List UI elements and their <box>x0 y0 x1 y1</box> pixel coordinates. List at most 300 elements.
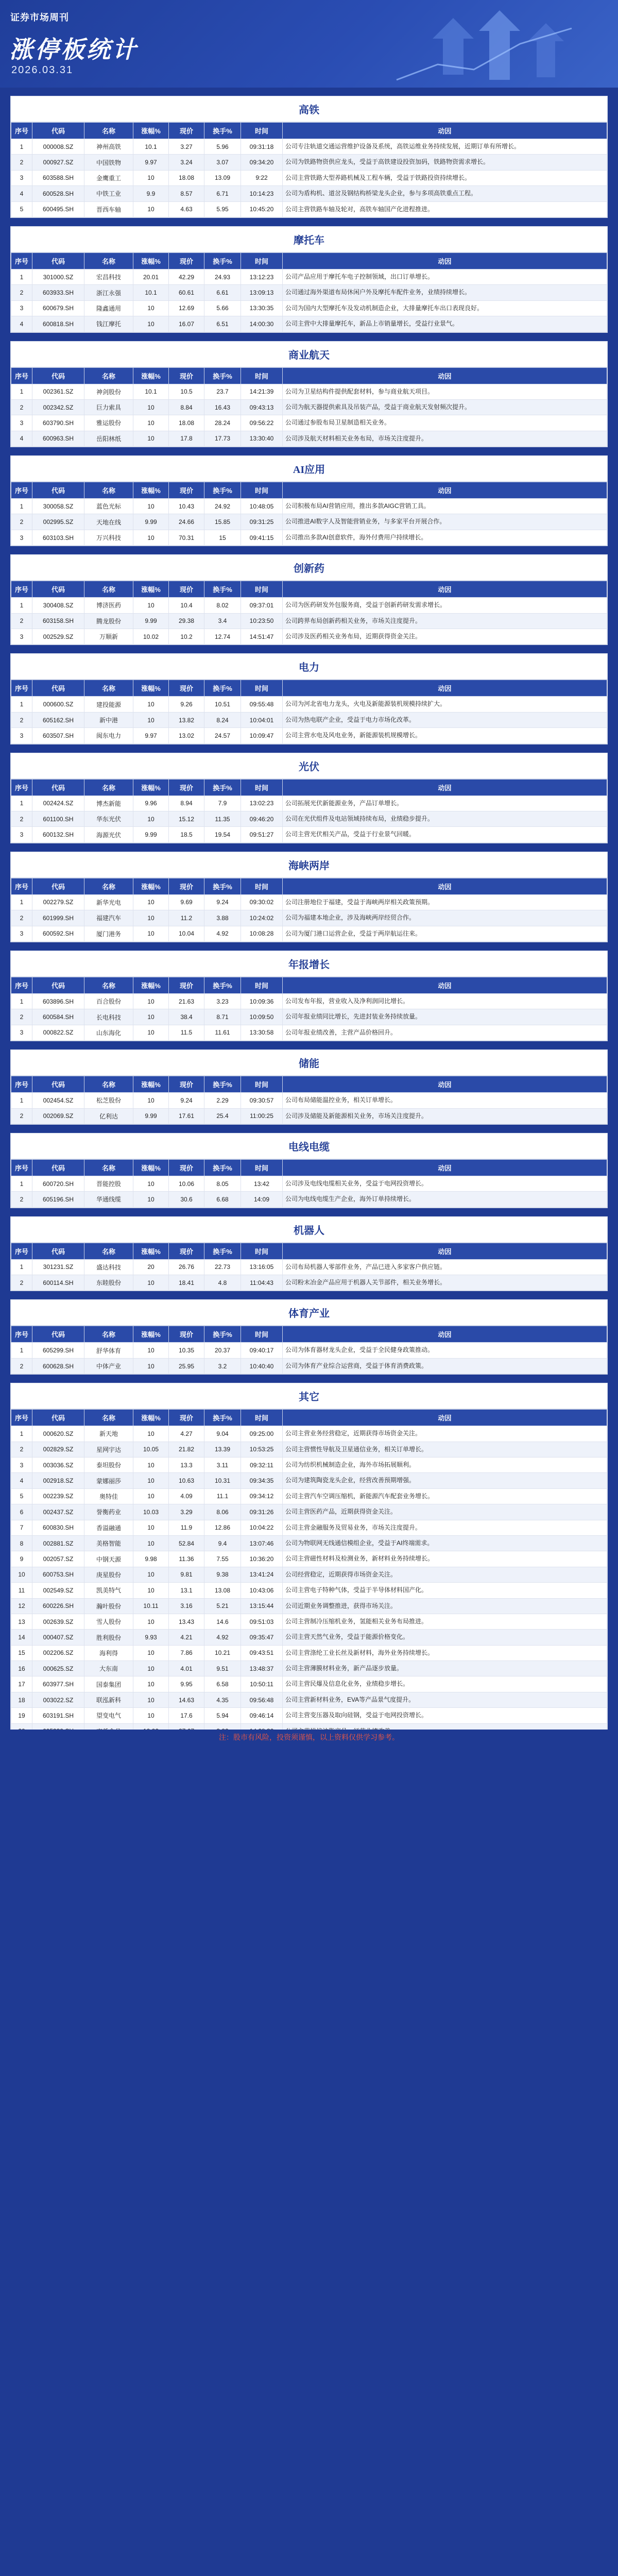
cell-reason: 公司布局储能温控业务，相关订单增长。 <box>283 1093 607 1108</box>
cell-name: 万顺新 <box>84 629 133 645</box>
cell-turnover-pct: 14.6 <box>204 1614 241 1629</box>
cell-turnover-pct: 6.71 <box>204 186 241 201</box>
cell-price: 10.06 <box>169 1176 204 1191</box>
cell-time: 09:40:17 <box>241 1343 283 1358</box>
cell-change-pct: 10 <box>133 1488 169 1504</box>
column-header-index: 序号 <box>11 878 32 894</box>
sector-title: 商业航天 <box>11 342 607 367</box>
cell-turnover-pct: 8.05 <box>204 1176 241 1191</box>
column-header-turnover-pct: 换手% <box>204 581 241 598</box>
cell-index: 19 <box>11 1708 32 1723</box>
cell-code: 000822.SZ <box>32 1025 84 1040</box>
cell-time: 09:55:48 <box>241 697 283 712</box>
cell-name: 厦门港务 <box>84 926 133 941</box>
column-header-turnover-pct: 换手% <box>204 680 241 697</box>
cell-index: 2 <box>11 514 32 530</box>
cell-change-pct: 10 <box>133 1473 169 1488</box>
column-header-reason: 动因 <box>283 367 607 384</box>
cell-name: 华东光伏 <box>84 811 133 826</box>
cell-price: 29.38 <box>169 613 204 629</box>
cell-turnover-pct: 6.58 <box>204 1676 241 1692</box>
cell-price: 3.24 <box>169 155 204 170</box>
cell-turnover-pct: 12.86 <box>204 1520 241 1535</box>
cell-change-pct: 9.99 <box>133 613 169 629</box>
column-header-name: 名称 <box>84 1076 133 1093</box>
cell-change-pct: 9.99 <box>133 827 169 842</box>
column-header-reason: 动因 <box>283 977 607 993</box>
cell-code: 000927.SZ <box>32 155 84 170</box>
cell-change-pct: 10 <box>133 1692 169 1707</box>
table-row <box>11 300 607 316</box>
cell-change-pct: 10 <box>133 1025 169 1040</box>
table-row <box>11 431 607 446</box>
column-header-reason: 动因 <box>283 779 607 795</box>
cell-index: 4 <box>11 316 32 332</box>
limit-up-table <box>11 482 607 546</box>
cell-name: 瀚叶股份 <box>84 1598 133 1614</box>
cell-name: 博济医药 <box>84 598 133 613</box>
cell-reason: 公司主营民爆及信息化业务，业绩稳步增长。 <box>283 1676 607 1692</box>
table-row <box>11 201 607 217</box>
cell-name: 盛达科技 <box>84 1259 133 1275</box>
column-header-change-pct: 涨幅% <box>133 581 169 598</box>
cell-code: 600679.SH <box>32 300 84 316</box>
cell-reason: 公司为物联网无线通信模组企业，受益于AI终端需求。 <box>283 1535 607 1551</box>
cell-code: 002279.SZ <box>32 894 84 910</box>
column-header-change-pct: 涨幅% <box>133 878 169 894</box>
column-header-change-pct: 涨幅% <box>133 123 169 139</box>
table-row <box>11 316 607 332</box>
cell-name: 蒙娜丽莎 <box>84 1473 133 1488</box>
table-row <box>11 530 607 545</box>
cell-code: 300408.SZ <box>32 598 84 613</box>
cell-time: 10:45:20 <box>241 201 283 217</box>
cell-price: 13.1 <box>169 1583 204 1598</box>
cell-turnover-pct: 5.66 <box>204 300 241 316</box>
cell-time: 09:46:14 <box>241 1708 283 1723</box>
column-header-turnover-pct: 换手% <box>204 1410 241 1426</box>
cell-price: 3.29 <box>169 1504 204 1520</box>
cell-code: 002057.SZ <box>32 1551 84 1567</box>
cell-index: 3 <box>11 300 32 316</box>
table-row <box>11 1598 607 1614</box>
cell-reason: 公司主营光伏相关产品，受益于行业景气回暖。 <box>283 827 607 842</box>
table-row <box>11 1583 607 1598</box>
cell-code: 002995.SZ <box>32 514 84 530</box>
cell-reason: 公司主营制冷压缩机业务，氢能相关业务布局推进。 <box>283 1614 607 1629</box>
cell-reason: 公司主营惯性导航及卫星通信业务，相关订单增长。 <box>283 1442 607 1457</box>
cell-price: 13.3 <box>169 1458 204 1473</box>
cell-turnover-pct: 23.7 <box>204 384 241 399</box>
cell-change-pct: 10 <box>133 712 169 727</box>
cell-price: 4.09 <box>169 1488 204 1504</box>
cell-name: 亿利达 <box>84 1108 133 1124</box>
cell-code: 603977.SH <box>32 1676 84 1692</box>
cell-code: 300058.SZ <box>32 499 84 514</box>
column-header-time: 时间 <box>241 367 283 384</box>
cell-reason: 公司通过海外渠道布局休闲户外及摩托车配件业务，业绩持续增长。 <box>283 285 607 300</box>
cell-price: 15.12 <box>169 811 204 826</box>
cell-change-pct: 10 <box>133 1708 169 1723</box>
cell-code: 605162.SH <box>32 712 84 727</box>
column-header-name: 名称 <box>84 1410 133 1426</box>
cell-time: 09:25:00 <box>241 1426 283 1442</box>
limit-up-table <box>11 1243 607 1291</box>
cell-code: 002529.SZ <box>32 629 84 645</box>
cell-time: 10:09:36 <box>241 993 283 1009</box>
cell-time: 13:15:44 <box>241 1598 283 1614</box>
cell-time: 09:34:35 <box>241 1473 283 1488</box>
cell-price: 13.02 <box>169 728 204 743</box>
cell-code: 301231.SZ <box>32 1259 84 1275</box>
cell-index: 1 <box>11 993 32 1009</box>
column-header-name: 名称 <box>84 252 133 269</box>
cell-turnover-pct: 10.31 <box>204 1473 241 1488</box>
column-header-price: 现价 <box>169 581 204 598</box>
cell-price: 9.69 <box>169 894 204 910</box>
sector-section <box>10 1049 608 1125</box>
cell-name: 宏昌科技 <box>84 269 133 284</box>
cell-time: 14:00:30 <box>241 316 283 332</box>
cell-index: 16 <box>11 1661 32 1676</box>
cell-price: 10.43 <box>169 499 204 514</box>
table-row <box>11 1520 607 1535</box>
cell-price: 8.57 <box>169 186 204 201</box>
column-header-turnover-pct: 换手% <box>204 779 241 795</box>
cell-price: 9.81 <box>169 1567 204 1582</box>
cell-reason: 公司通过参股布局卫星制造相关业务。 <box>283 415 607 431</box>
cell-price: 24.66 <box>169 514 204 530</box>
cell-code: 002881.SZ <box>32 1535 84 1551</box>
cell-change-pct: 10.1 <box>133 384 169 399</box>
cell-change-pct: 10 <box>133 1520 169 1535</box>
cell-code: 603588.SH <box>32 170 84 185</box>
cell-change-pct: 9.97 <box>133 728 169 743</box>
cell-name: 神州高铁 <box>84 139 133 155</box>
cell-change-pct: 10 <box>133 399 169 415</box>
cell-turnover-pct: 10.21 <box>204 1645 241 1660</box>
column-header-turnover-pct: 换手% <box>204 1159 241 1176</box>
cell-reason: 公司主营磁性材料及检测业务，新材料业务持续增长。 <box>283 1551 607 1567</box>
limit-up-table <box>11 1159 607 1208</box>
cell-code: 000620.SZ <box>32 1426 84 1442</box>
cell-turnover-pct: 24.57 <box>204 728 241 743</box>
cell-name: 万兴科技 <box>84 530 133 545</box>
sector-title: 电线电缆 <box>11 1133 607 1159</box>
cell-change-pct: 10 <box>133 499 169 514</box>
table-row <box>11 728 607 743</box>
cell-price: 70.31 <box>169 530 204 545</box>
column-header-turnover-pct: 换手% <box>204 123 241 139</box>
cell-index: 1 <box>11 598 32 613</box>
column-header-time: 时间 <box>241 1076 283 1093</box>
table-row <box>11 1535 607 1551</box>
column-header-name: 名称 <box>84 367 133 384</box>
table-row <box>11 1192 607 1207</box>
cell-price: 9.24 <box>169 1093 204 1108</box>
cell-name: 奥特佳 <box>84 1488 133 1504</box>
cell-name: 隆鑫通用 <box>84 300 133 316</box>
cell-turnover-pct: 4.92 <box>204 1630 241 1645</box>
cell-name: 闽东电力 <box>84 728 133 743</box>
cell-name: 钱江摩托 <box>84 316 133 332</box>
cell-change-pct: 10 <box>133 1275 169 1291</box>
cell-turnover-pct: 4.8 <box>204 1275 241 1291</box>
column-header-change-pct: 涨幅% <box>133 252 169 269</box>
cell-turnover-pct: 19.54 <box>204 827 241 842</box>
sector-title: 其它 <box>11 1383 607 1409</box>
cell-index: 13 <box>11 1614 32 1629</box>
table-row <box>11 1676 607 1692</box>
cell-code: 002342.SZ <box>32 399 84 415</box>
cell-price: 10.63 <box>169 1473 204 1488</box>
cell-turnover-pct: 3.2 <box>204 1358 241 1374</box>
cell-time: 10:36:20 <box>241 1551 283 1567</box>
cell-turnover-pct: 4.92 <box>204 926 241 941</box>
sector-section <box>10 653 608 744</box>
column-header-name: 名称 <box>84 779 133 795</box>
column-header-code: 代码 <box>32 252 84 269</box>
cell-price: 38.4 <box>169 1009 204 1025</box>
cell-turnover-pct: 10.51 <box>204 697 241 712</box>
table-row <box>11 1259 607 1275</box>
cell-price: 13.82 <box>169 712 204 727</box>
cell-name: 中钢天源 <box>84 1551 133 1567</box>
cell-time: 13:16:05 <box>241 1259 283 1275</box>
cell-code: 002069.SZ <box>32 1108 84 1124</box>
cell-change-pct: 10 <box>133 1535 169 1551</box>
cell-change-pct: 10.11 <box>133 1598 169 1614</box>
sector-section <box>10 753 608 843</box>
cell-change-pct: 10 <box>133 1458 169 1473</box>
cell-turnover-pct: 24.92 <box>204 499 241 514</box>
table-row <box>11 629 607 645</box>
sector-section <box>10 1133 608 1208</box>
cell-price: 11.2 <box>169 910 204 926</box>
table-row <box>11 811 607 826</box>
cell-code: 600528.SH <box>32 186 84 201</box>
cell-price: 4.63 <box>169 201 204 217</box>
column-header-index: 序号 <box>11 482 32 499</box>
column-header-name: 名称 <box>84 123 133 139</box>
cell-turnover-pct: 5.95 <box>204 201 241 217</box>
cell-price: 3.27 <box>169 139 204 155</box>
column-header-reason: 动因 <box>283 680 607 697</box>
column-header-time: 时间 <box>241 1326 283 1343</box>
column-header-name: 名称 <box>84 1159 133 1176</box>
cell-index: 2 <box>11 155 32 170</box>
cell-name: 新天地 <box>84 1426 133 1442</box>
column-header-name: 名称 <box>84 680 133 697</box>
cell-price: 4.01 <box>169 1661 204 1676</box>
cell-turnover-pct: 24.93 <box>204 269 241 284</box>
cell-reason: 公司为铁路物资供应龙头，受益于高铁建设投资加码，铁路物资需求增长。 <box>283 155 607 170</box>
cell-reason: 公司为盾构机、道岔及钢结构桥梁龙头企业，参与多项高铁重点工程。 <box>283 186 607 201</box>
cell-turnover-pct: 3.11 <box>204 1458 241 1473</box>
cell-turnover-pct: 2.29 <box>204 1093 241 1108</box>
cell-turnover-pct: 9.38 <box>204 1567 241 1582</box>
table-row <box>11 910 607 926</box>
column-header-code: 代码 <box>32 581 84 598</box>
cell-time: 11:00:25 <box>241 1108 283 1124</box>
cell-name: 百合股份 <box>84 993 133 1009</box>
column-header-name: 名称 <box>84 878 133 894</box>
cell-name: 山东海化 <box>84 1025 133 1040</box>
cell-time: 13:30:35 <box>241 300 283 316</box>
column-header-reason: 动因 <box>283 1326 607 1343</box>
cell-code: 600818.SH <box>32 316 84 332</box>
cell-index: 1 <box>11 1093 32 1108</box>
cell-change-pct: 10 <box>133 1426 169 1442</box>
rising-arrows-icon <box>391 8 577 85</box>
cell-index: 15 <box>11 1645 32 1660</box>
cell-turnover-pct: 5.21 <box>204 1598 241 1614</box>
cell-code: 002454.SZ <box>32 1093 84 1108</box>
column-header-price: 现价 <box>169 367 204 384</box>
cell-index: 1 <box>11 697 32 712</box>
table-row <box>11 415 607 431</box>
cell-code: 600132.SH <box>32 827 84 842</box>
cell-name: 中国铁物 <box>84 155 133 170</box>
cell-index: 3 <box>11 415 32 431</box>
page-date: 2026.03.31 <box>11 64 74 76</box>
column-header-index: 序号 <box>11 977 32 993</box>
cell-reason: 公司为国内大型摩托车及发动机制造企业，大排量摩托车出口表现良好。 <box>283 300 607 316</box>
column-header-price: 现价 <box>169 1159 204 1176</box>
limit-up-table <box>11 367 607 447</box>
sector-title: 机器人 <box>11 1217 607 1243</box>
cell-reason: 公司为航天器提供索具及吊装产品，受益于商业航天发射频次提升。 <box>283 399 607 415</box>
column-header-time: 时间 <box>241 1243 283 1259</box>
cell-time: 13:42 <box>241 1176 283 1191</box>
cell-name: 国泰集团 <box>84 1676 133 1692</box>
table-row <box>11 155 607 170</box>
cell-turnover-pct: 6.61 <box>204 285 241 300</box>
cell-code: 000600.SZ <box>32 697 84 712</box>
cell-turnover-pct: 12.74 <box>204 629 241 645</box>
cell-price: 10.35 <box>169 1343 204 1358</box>
cell-name: 望变电气 <box>84 1708 133 1723</box>
cell-change-pct: 9.9 <box>133 186 169 201</box>
limit-up-table <box>11 977 607 1041</box>
cell-name: 雪人股份 <box>84 1614 133 1629</box>
cell-price: 60.61 <box>169 285 204 300</box>
column-header-code: 代码 <box>32 1243 84 1259</box>
cell-code: 600830.SH <box>32 1520 84 1535</box>
cell-time: 10:04:01 <box>241 712 283 727</box>
cell-time: 09:46:20 <box>241 811 283 826</box>
column-header-price: 现价 <box>169 680 204 697</box>
cell-name: 星网宇达 <box>84 1442 133 1457</box>
cell-time: 10:09:50 <box>241 1009 283 1025</box>
cell-time: 14:09 <box>241 1192 283 1207</box>
cell-code: 603507.SH <box>32 728 84 743</box>
cell-index: 4 <box>11 1473 32 1488</box>
cell-change-pct: 10 <box>133 1614 169 1629</box>
table-row <box>11 514 607 530</box>
cell-name: 凯美特气 <box>84 1583 133 1598</box>
table-row <box>11 1551 607 1567</box>
cell-time: 13:30:58 <box>241 1025 283 1040</box>
cell-code: 000625.SZ <box>32 1661 84 1676</box>
cell-reason: 公司经营稳定，近期获得市场资金关注。 <box>283 1567 607 1582</box>
cell-index: 1 <box>11 795 32 811</box>
cell-turnover-pct: 8.71 <box>204 1009 241 1025</box>
column-header-reason: 动因 <box>283 581 607 598</box>
cell-index: 3 <box>11 629 32 645</box>
cell-index: 3 <box>11 728 32 743</box>
column-header-time: 时间 <box>241 1159 283 1176</box>
column-header-index: 序号 <box>11 367 32 384</box>
sector-title: 高铁 <box>11 96 607 122</box>
cell-reason: 公司主营业务经营稳定，近期获得市场资金关注。 <box>283 1426 607 1442</box>
column-header-name: 名称 <box>84 581 133 598</box>
column-header-name: 名称 <box>84 1243 133 1259</box>
cell-name: 新中港 <box>84 712 133 727</box>
cell-name: 长电科技 <box>84 1009 133 1025</box>
column-header-name: 名称 <box>84 1326 133 1343</box>
column-header-code: 代码 <box>32 1076 84 1093</box>
cell-name: 华通线缆 <box>84 1192 133 1207</box>
cell-name: 晋能控股 <box>84 1176 133 1191</box>
cell-change-pct: 20.01 <box>133 269 169 284</box>
cell-time: 13:12:23 <box>241 269 283 284</box>
cell-turnover-pct: 28.24 <box>204 415 241 431</box>
column-header-time: 时间 <box>241 680 283 697</box>
cell-turnover-pct: 11.61 <box>204 1025 241 1040</box>
cell-time: 09:34:20 <box>241 155 283 170</box>
table-row <box>11 1473 607 1488</box>
column-header-index: 序号 <box>11 1159 32 1176</box>
table-row <box>11 1692 607 1707</box>
cell-change-pct: 9.99 <box>133 1108 169 1124</box>
cell-index: 1 <box>11 1426 32 1442</box>
cell-index: 7 <box>11 1520 32 1535</box>
table-row <box>11 139 607 155</box>
column-header-price: 现价 <box>169 1243 204 1259</box>
column-header-price: 现价 <box>169 252 204 269</box>
footer-disclaimer: 注：股市有风险，投资须谨慎，以上资料仅供学习参考。 <box>0 1730 618 1745</box>
cell-reason: 公司为热电联产企业，受益于电力市场化改革。 <box>283 712 607 727</box>
cell-name: 联泓新科 <box>84 1692 133 1707</box>
cell-change-pct: 9.93 <box>133 1630 169 1645</box>
cell-change-pct: 10.05 <box>133 1442 169 1457</box>
cell-reason: 公司主营涤纶工业长丝及新材料，海外业务持续增长。 <box>283 1645 607 1660</box>
cell-index: 2 <box>11 1192 32 1207</box>
cell-time: 09:31:18 <box>241 139 283 155</box>
cell-name: 松芝股份 <box>84 1093 133 1108</box>
cell-price: 25.95 <box>169 1358 204 1374</box>
cell-code: 600628.SH <box>32 1358 84 1374</box>
cell-reason: 公司涉及电线电缆相关业务，受益于电网投资增长。 <box>283 1176 607 1191</box>
cell-index: 3 <box>11 1025 32 1040</box>
brand-name: 证券市场周刊 <box>10 12 69 23</box>
table-row <box>11 170 607 185</box>
cell-turnover-pct: 3.07 <box>204 155 241 170</box>
cell-turnover-pct: 7.9 <box>204 795 241 811</box>
column-header-change-pct: 涨幅% <box>133 1410 169 1426</box>
cell-change-pct: 10.1 <box>133 139 169 155</box>
cell-time: 09:51:03 <box>241 1614 283 1629</box>
cell-change-pct: 10 <box>133 170 169 185</box>
cell-time: 10:23:50 <box>241 613 283 629</box>
column-header-index: 序号 <box>11 1076 32 1093</box>
cell-code: 002239.SZ <box>32 1488 84 1504</box>
column-header-reason: 动因 <box>283 1243 607 1259</box>
cell-index: 2 <box>11 1358 32 1374</box>
cell-name: 腾龙股份 <box>84 613 133 629</box>
cell-name: 晋西车轴 <box>84 201 133 217</box>
